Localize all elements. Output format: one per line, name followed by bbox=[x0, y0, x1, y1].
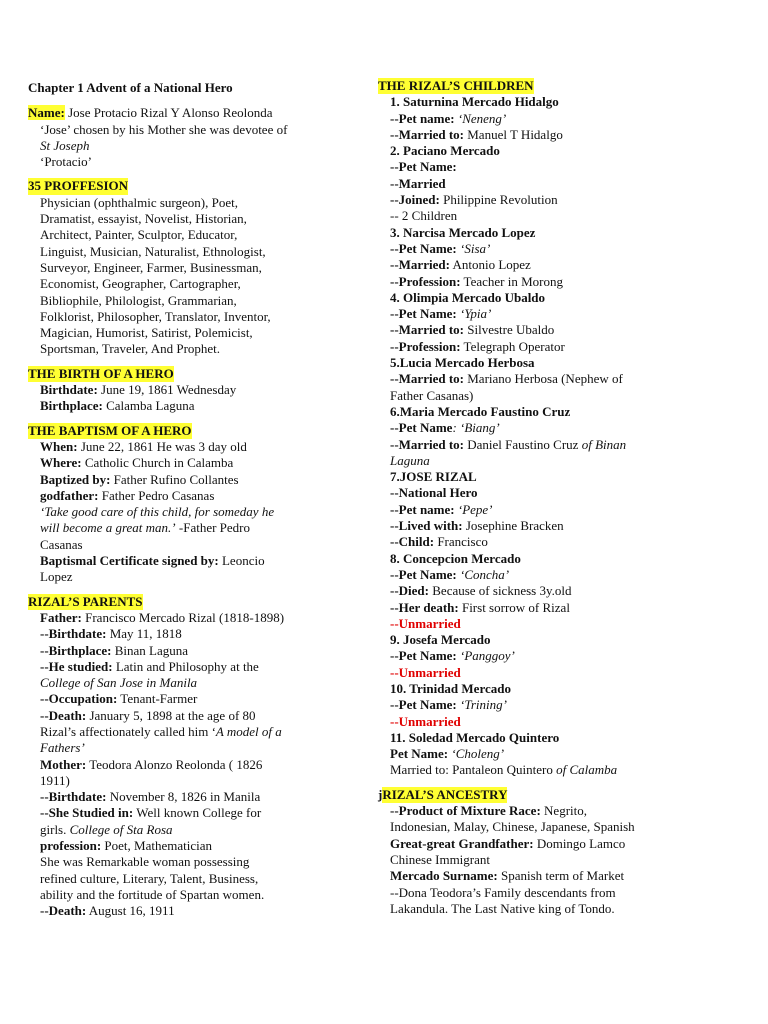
child-6-married: --Married to: Daniel Faustino Cruz of Binan bbox=[390, 436, 627, 452]
child-8-died: --Died: Because of sickness 3y.old bbox=[390, 583, 572, 599]
name-line: Name: Jose Protacio Rizal Y Alonso Reolonda bbox=[28, 105, 273, 121]
child-3-name: 3. Narcisa Mercado Lopez bbox=[390, 224, 536, 240]
children-heading: THE RIZAL’S CHILDREN bbox=[378, 78, 534, 93]
child-3-profession: --Profession: Teacher in Morong bbox=[390, 273, 563, 289]
birth-heading: THE BIRTH OF A HERO bbox=[28, 365, 174, 381]
certificate-line: Baptismal Certificate signed by: Leoncio bbox=[40, 553, 265, 569]
profession-line: Sportsman, Traveler, And Prophet. bbox=[40, 341, 221, 357]
child-2-joined: --Joined: Philippine Revolution bbox=[390, 192, 558, 208]
mother-death: --Death: August 16, 1911 bbox=[40, 903, 175, 919]
godfather-line: godfather: Father Pedro Casanas bbox=[40, 487, 215, 503]
child-11-pet: Pet Name: ‘Choleng’ bbox=[390, 746, 505, 762]
child-3-pet: --Pet Name: ‘Sisa’ bbox=[390, 240, 491, 256]
name-label: Name: bbox=[28, 105, 65, 121]
child-7-name: 7.JOSE RIZAL bbox=[390, 469, 477, 485]
profession-line: Magician, Humorist, Satirist, Polemicist, bbox=[40, 325, 253, 341]
father-called-2: Fathers’ bbox=[40, 740, 85, 756]
father-called: Rizal’s affectionately called him ‘A model of a bbox=[40, 723, 282, 739]
profession-line: Physician (ophthalmic surgeon), Poet, bbox=[40, 194, 238, 210]
profession-line: Folklorist, Philosopher, Translator, Inventor, bbox=[40, 308, 271, 324]
certificate-line-2: Lopez bbox=[40, 569, 73, 585]
child-1-married: --Married to: Manuel T Hidalgo bbox=[390, 126, 563, 142]
mother-line-2: 1911) bbox=[40, 772, 70, 788]
child-5-married-2: Father Casanas) bbox=[390, 387, 474, 403]
child-4-pet: --Pet Name: ‘Ypia’ bbox=[390, 306, 492, 322]
child-11-name: 11. Soledad Mercado Quintero bbox=[390, 729, 560, 745]
quote-line-3: Casanas bbox=[40, 536, 83, 552]
name-detail-2: St Joseph bbox=[40, 137, 90, 153]
birthdate-line: Birthdate: June 19, 1861 Wednesday bbox=[40, 382, 237, 398]
child-4-profession: --Profession: Telegraph Operator bbox=[390, 338, 565, 354]
child-7-child: --Child: Francisco bbox=[390, 534, 488, 550]
baptized-line: Baptized by: Father Rufino Collantes bbox=[40, 471, 239, 487]
child-2-married: --Married bbox=[390, 175, 446, 191]
child-5-married: --Married to: Mariano Herbosa (Nephew of bbox=[390, 371, 623, 387]
father-birthplace: --Birthplace: Binan Laguna bbox=[40, 642, 189, 658]
left-column bbox=[28, 78, 348, 920]
name-detail-3: ‘Protacio’ bbox=[40, 154, 92, 170]
quote-line-1: ‘Take good care of this child, for someday he bbox=[40, 504, 275, 520]
name-detail-1: ‘Jose’ chosen by his Mother she was devotee of bbox=[40, 121, 288, 137]
child-6-name: 6.Maria Mercado Faustino Cruz bbox=[390, 403, 571, 419]
right-column bbox=[378, 78, 708, 917]
father-studied: --He studied: Latin and Philosophy at the bbox=[40, 658, 259, 674]
mother-birthdate: --Birthdate: November 8, 1826 in Manila bbox=[40, 789, 261, 805]
child-9-name: 9. Josefa Mercado bbox=[390, 632, 491, 648]
child-8-unmarried: --Unmarried bbox=[390, 615, 461, 631]
child-2-pet: --Pet Name: bbox=[390, 159, 457, 175]
parents-heading: RIZAL’S PARENTS bbox=[28, 593, 143, 609]
child-2-name: 2. Paciano Mercado bbox=[390, 143, 500, 159]
child-10-name: 10. Trinidad Mercado bbox=[390, 680, 511, 696]
child-7-pet: --Pet name: ‘Pepe’ bbox=[390, 501, 493, 517]
where-line: Where: Catholic Church in Calamba bbox=[40, 455, 234, 471]
ancestry-heading: RIZAL’S ANCESTRY bbox=[382, 786, 508, 802]
profession-line: Bibliophile, Philologist, Grammarian, bbox=[40, 292, 237, 308]
child-6-pet: --Pet Name: ‘Biang’ bbox=[390, 420, 500, 436]
profession-line: Linguist, Musician, Naturalist, Ethnologist, bbox=[40, 243, 266, 259]
mother-line: Mother: Teodora Alonzo Reolonda ( 1826 bbox=[40, 756, 263, 772]
child-1-name: 1. Saturnina Mercado Hidalgo bbox=[390, 94, 559, 110]
child-6-married-2: Laguna bbox=[390, 452, 430, 468]
ancestry-grandfather: Great-great Grandfather: Domingo Lamco bbox=[390, 835, 626, 851]
mother-profession: profession: Poet, Mathematician bbox=[40, 838, 212, 854]
child-4-married: --Married to: Silvestre Ubaldo bbox=[390, 322, 555, 338]
child-3-married: --Married: Antonio Lopez bbox=[390, 257, 531, 273]
child-9-unmarried: --Unmarried bbox=[390, 664, 461, 680]
profession-line: Economist, Geographer, Cartographer, bbox=[40, 276, 241, 292]
chapter-title: Chapter 1 Advent of a National Hero bbox=[28, 80, 233, 95]
father-occupation: --Occupation: Tenant-Farmer bbox=[40, 691, 198, 707]
father-death: --Death: January 5, 1898 at the age of 80 bbox=[40, 707, 256, 723]
father-birthdate: --Birthdate: May 11, 1818 bbox=[40, 626, 182, 642]
father-college: College of San Jose in Manila bbox=[40, 675, 198, 691]
child-2-children: -- 2 Children bbox=[390, 208, 458, 224]
profession-heading: 35 PROFFESION bbox=[28, 178, 129, 194]
profession-line: Dramatist, essayist, Novelist, Historian, bbox=[40, 211, 247, 227]
ancestry-surname: Mercado Surname: Spanish term of Market bbox=[390, 868, 625, 884]
mother-studied-2: girls. College of Sta Rosa bbox=[40, 821, 173, 837]
child-11-married: Married to: Pantaleon Quintero of Calamba bbox=[390, 762, 618, 778]
child-8-pet: --Pet Name: ‘Concha’ bbox=[390, 566, 510, 582]
child-8-name: 8. Concepcion Mercado bbox=[390, 550, 521, 566]
baptism-heading: THE BAPTISM OF A HERO bbox=[28, 422, 192, 438]
mother-remark: ability and the fortitude of Spartan women. bbox=[40, 886, 265, 902]
mother-studied: --She Studied in: Well known College for bbox=[40, 805, 262, 821]
mother-remark: refined culture, Literary, Talent, Business, bbox=[40, 870, 259, 886]
father-line: Father: Francisco Mercado Rizal (1818-1898) bbox=[40, 609, 285, 625]
birthplace-line: Birthplace: Calamba Laguna bbox=[40, 398, 195, 414]
child-10-pet: --Pet Name: ‘Trining’ bbox=[390, 697, 507, 713]
mother-remark: She was Remarkable woman possessing bbox=[40, 854, 250, 870]
ancestry-product: --Product of Mixture Race: Negrito, bbox=[390, 803, 587, 819]
child-7-lived: --Lived with: Josephine Bracken bbox=[390, 518, 564, 534]
ancestry-family-2: Lakandula. The Last Native king of Tondo. bbox=[390, 900, 615, 916]
profession-line: Surveyor, Engineer, Farmer, Businessman, bbox=[40, 259, 262, 275]
ancestry-grandfather-2: Chinese Immigrant bbox=[390, 851, 491, 867]
ancestry-heading-line: jRIZAL’S ANCESTRY bbox=[378, 786, 508, 802]
child-1-pet: --Pet name: ‘Neneng’ bbox=[390, 110, 507, 126]
ancestry-product-2: Indonesian, Malay, Chinese, Japanese, Spanish bbox=[390, 819, 635, 835]
quote-line-2: will become a great man.’ -Father Pedro bbox=[40, 520, 251, 536]
child-4-name: 4. Olimpia Mercado Ubaldo bbox=[390, 289, 546, 305]
child-9-pet: --Pet Name: ‘Panggoy’ bbox=[390, 648, 515, 664]
child-7-national: --National Hero bbox=[390, 485, 478, 501]
ancestry-family-1: --Dona Teodora’s Family descendants from bbox=[390, 884, 616, 900]
child-5-name: 5.Lucia Mercado Herbosa bbox=[390, 355, 535, 371]
profession-line: Architect, Painter, Sculptor, Educator, bbox=[40, 227, 238, 243]
child-10-unmarried: --Unmarried bbox=[390, 713, 461, 729]
when-line: When: June 22, 1861 He was 3 day old bbox=[40, 438, 247, 454]
child-8-death: --Her death: First sorrow of Rizal bbox=[390, 599, 570, 615]
